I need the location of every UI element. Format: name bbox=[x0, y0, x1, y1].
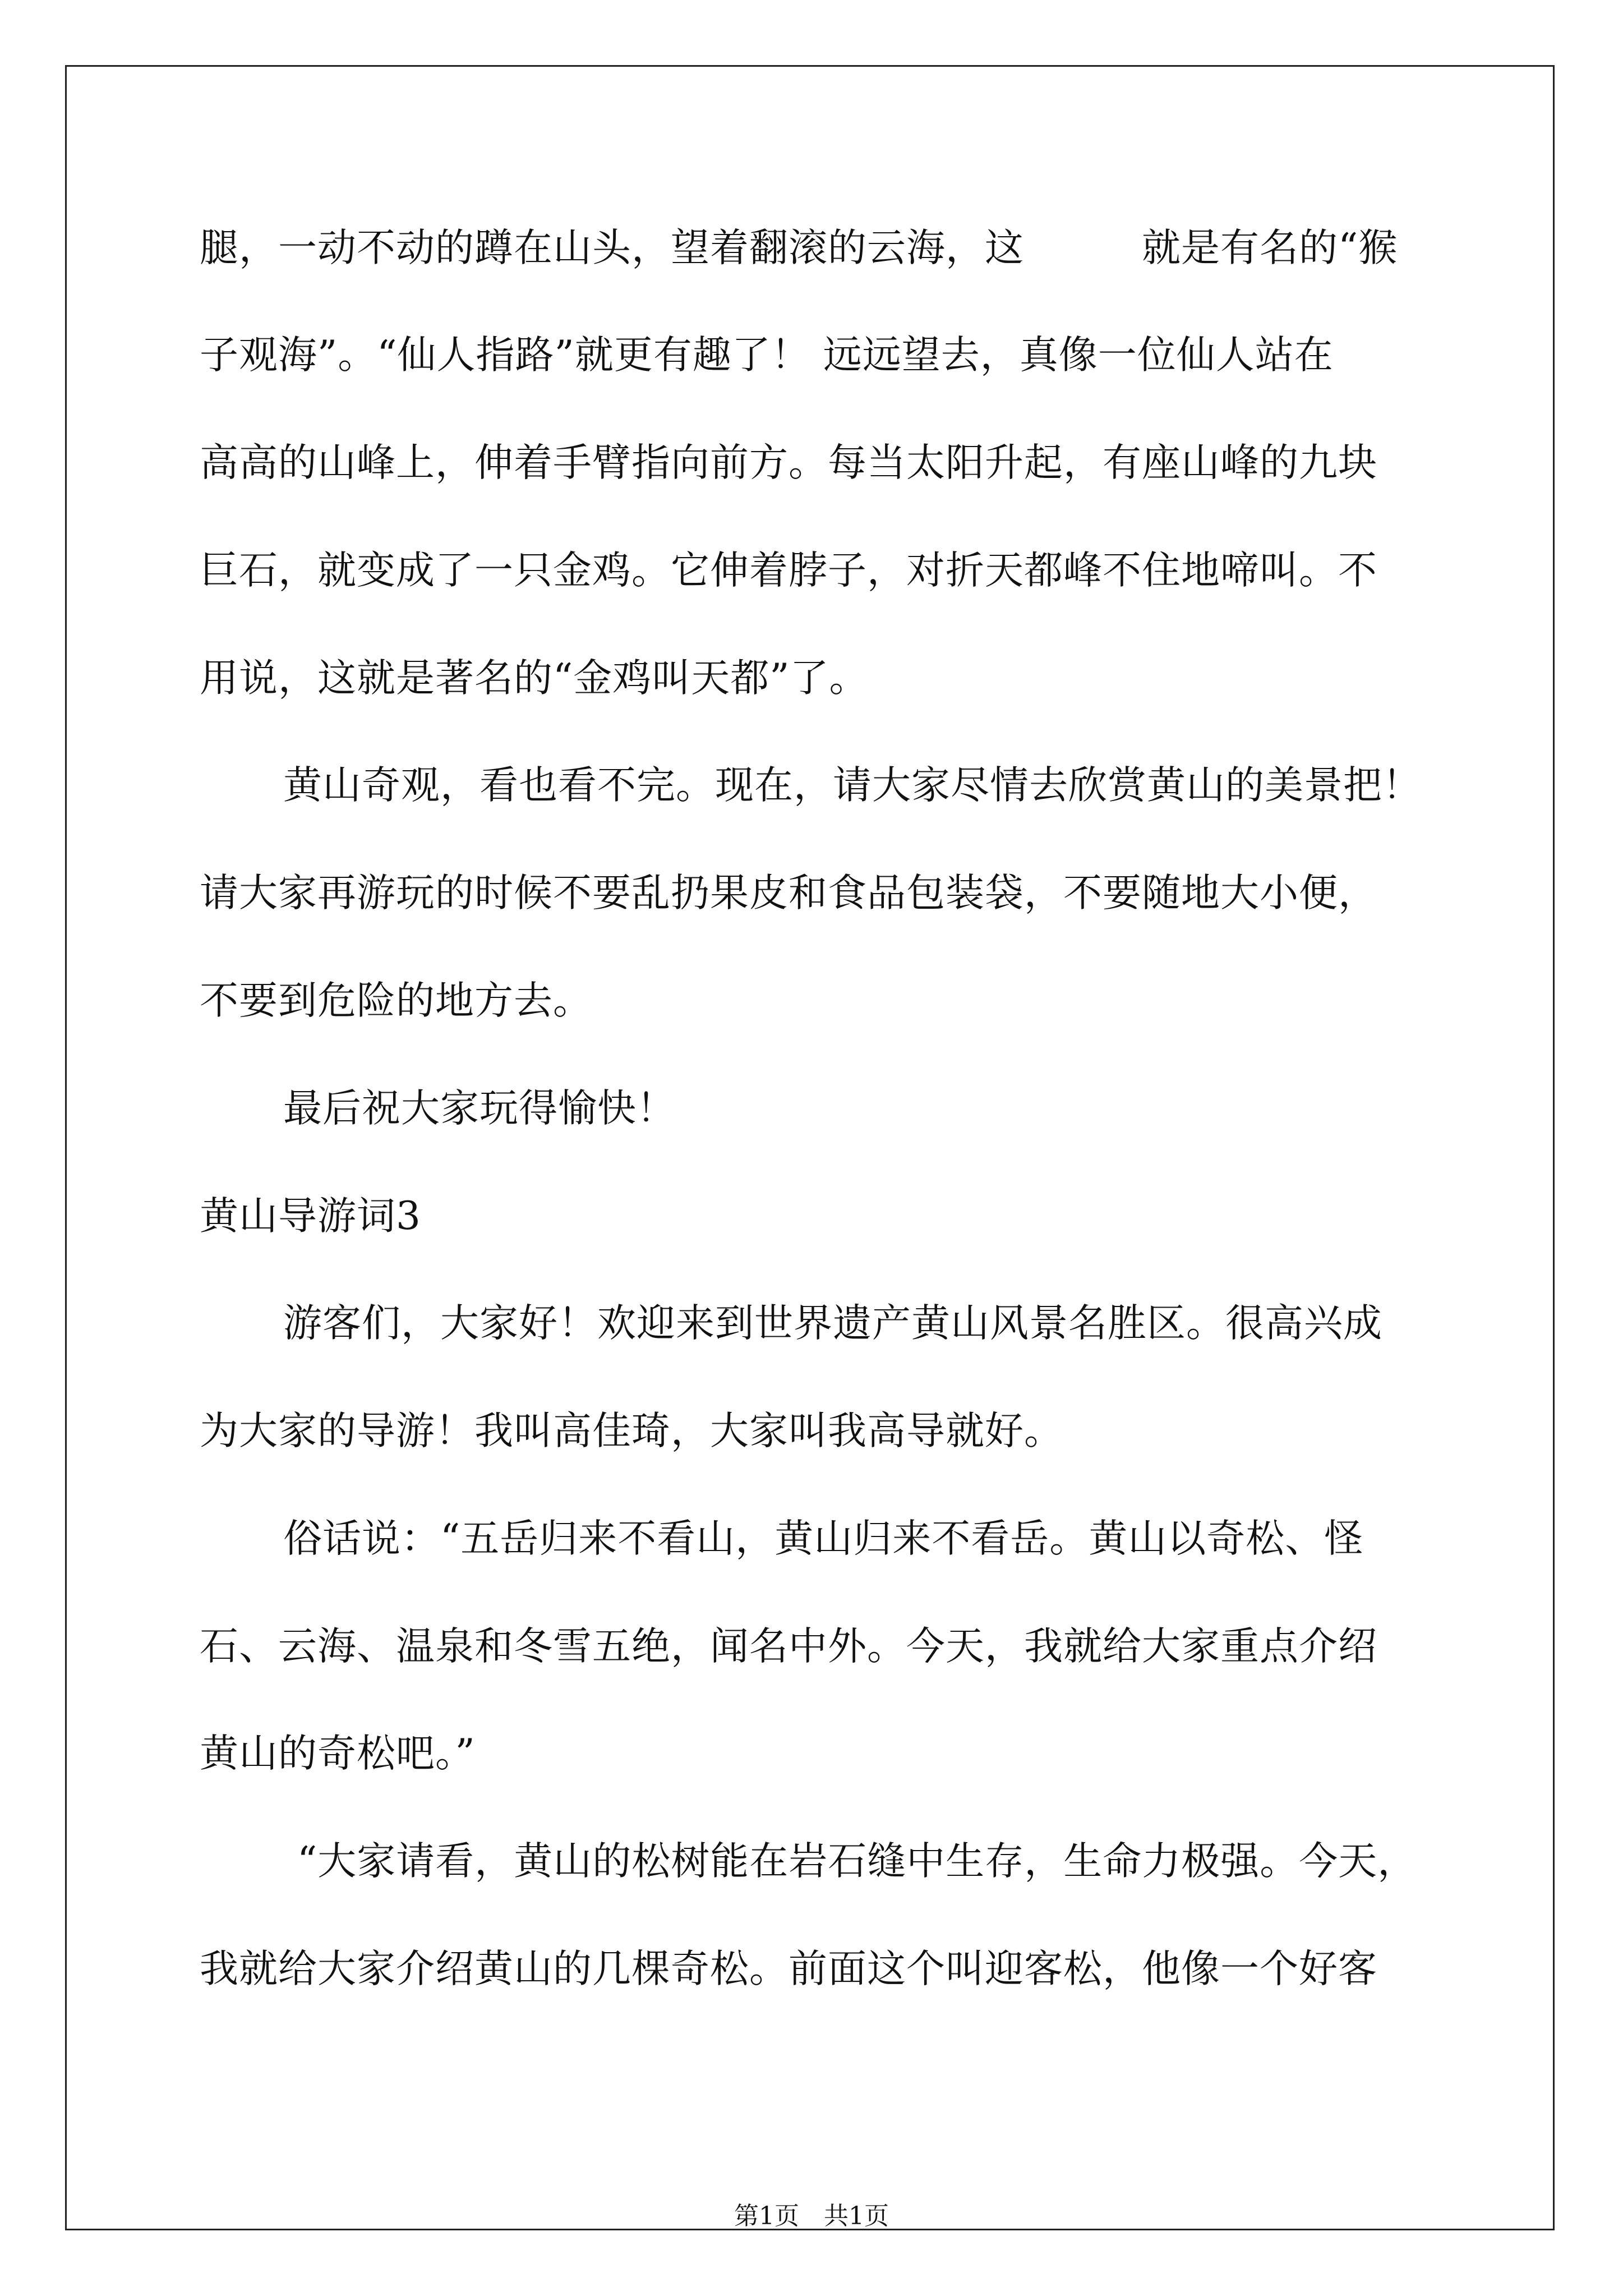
text-line: 用说，这就是著名的“金鸡叫天都”了。 bbox=[200, 656, 869, 701]
paragraph-start-line: “大家请看，黄山的松树能在岩石缝中生存，生命力极强。今天， bbox=[297, 1839, 1417, 1884]
page-footer: 第1页 共1页 bbox=[734, 2202, 889, 2230]
text-line: 腿，一动不动的蹲在山头，望着翻滚的云海，这 就是有名的“猴 bbox=[200, 226, 1398, 270]
text-line: 子观海”。“仙人指路”就更有趣了！ 远远望去，真像一位仙人站在 bbox=[200, 333, 1334, 378]
paragraph-start-line: 黄山奇观，看也看不完。现在，请大家尽情去欣赏黄山的美景把！ bbox=[283, 763, 1422, 808]
text-line: 巨石，就变成了一只金鸡。它伸着脖子，对折天都峰不住地啼叫。不 bbox=[200, 548, 1377, 593]
text-line: 请大家再游玩的时候不要乱扔果皮和食品包装袋，不要随地大小便， bbox=[200, 871, 1377, 915]
text-line: 不要到危险的地方去。 bbox=[200, 978, 592, 1023]
text-line: 为大家的导游！我叫高佳琦，大家叫我高导就好。 bbox=[200, 1409, 1063, 1453]
text-line: 高高的山峰上，伸着手臂指向前方。每当太阳升起，有座山峰的九块 bbox=[200, 440, 1377, 485]
section-heading: 黄山导游词3 bbox=[200, 1194, 421, 1239]
text-line: 石、云海、温泉和冬雪五绝，闻名中外。今天，我就给大家重点介绍 bbox=[200, 1624, 1377, 1669]
paragraph-start-line: 俗话说：“五岳归来不看山，黄山归来不看岳。黄山以奇松、怪 bbox=[283, 1516, 1364, 1561]
paragraph-start-line: 最后祝大家玩得愉快！ bbox=[283, 1086, 676, 1131]
page-border bbox=[65, 65, 1555, 2230]
text-line: 我就给大家介绍黄山的几棵奇松。前面这个叫迎客松，他像一个好客 bbox=[200, 1947, 1377, 1991]
paragraph-start-line: 游客们，大家好！欢迎来到世界遗产黄山风景名胜区。很高兴成 bbox=[283, 1301, 1382, 1346]
text-line: 黄山的奇松吧。” bbox=[200, 1731, 476, 1776]
